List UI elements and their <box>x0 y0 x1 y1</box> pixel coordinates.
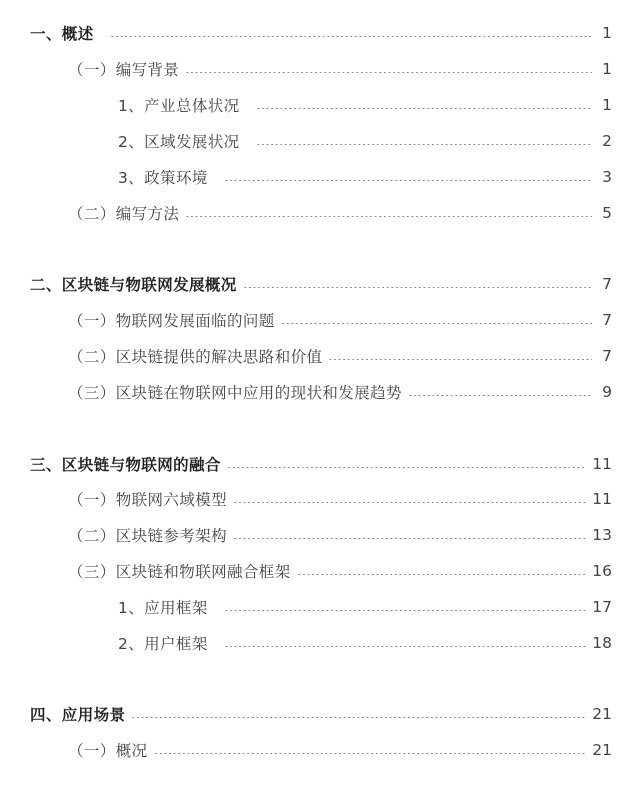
toc-entry[interactable] <box>0 522 640 548</box>
dot-leader <box>328 359 592 360</box>
toc-entry[interactable] <box>0 56 640 82</box>
dot-leader <box>256 108 592 109</box>
toc-entry-page: 1 <box>602 60 612 78</box>
dot-leader <box>227 467 586 468</box>
toc-entry-title: 四、应用场景 <box>30 706 126 724</box>
toc-entry-page: 17 <box>592 598 612 616</box>
dot-leader <box>256 144 592 145</box>
dot-leader <box>154 753 587 754</box>
toc-entry-title: 1、产业总体状况 <box>118 97 240 115</box>
toc-entry[interactable] <box>0 701 640 727</box>
toc-entry-title: 1、应用框架 <box>118 599 208 617</box>
dot-leader <box>233 538 586 539</box>
dot-leader <box>233 502 586 503</box>
toc-entry-page: 11 <box>592 490 612 508</box>
toc-entry[interactable] <box>0 630 640 656</box>
dot-leader <box>243 287 592 288</box>
dot-leader <box>224 180 592 181</box>
toc-entry[interactable] <box>0 558 640 584</box>
toc-entry[interactable] <box>0 343 640 369</box>
toc-entry-title: （一）编写背景 <box>68 61 180 79</box>
toc-entry-title: 2、区域发展状况 <box>118 133 240 151</box>
toc-entry-page: 7 <box>602 275 612 293</box>
toc-entry-title: （二）区块链提供的解决思路和价值 <box>68 348 323 366</box>
toc-entry[interactable] <box>0 307 640 333</box>
dot-leader <box>224 610 587 611</box>
toc-entry-page: 7 <box>602 347 612 365</box>
dot-leader <box>131 717 586 718</box>
toc-entry[interactable] <box>0 486 640 512</box>
toc-entry-title: 三、区块链与物联网的融合 <box>30 456 221 474</box>
toc-entry[interactable] <box>0 20 640 46</box>
toc-entry[interactable] <box>0 379 640 405</box>
dot-leader <box>281 323 592 324</box>
toc-entry-title: 一、概述 <box>30 25 94 43</box>
toc-entry[interactable] <box>0 594 640 620</box>
toc-entry[interactable] <box>0 92 640 118</box>
toc-entry[interactable] <box>0 200 640 226</box>
toc-entry-page: 1 <box>602 24 612 42</box>
toc-entry-page: 16 <box>592 562 612 580</box>
toc-entry-title: （三）区块链在物联网中应用的现状和发展趋势 <box>68 384 402 402</box>
toc-entry[interactable] <box>0 451 640 477</box>
dot-leader <box>408 395 592 396</box>
toc-entry-page: 21 <box>592 705 612 723</box>
toc-entry-title: 2、用户框架 <box>118 635 208 653</box>
toc-entry-title: （三）区块链和物联网融合框架 <box>68 563 291 581</box>
dot-leader <box>297 574 587 575</box>
toc-entry-title: （一）物联网发展面临的问题 <box>68 312 275 330</box>
toc-entry-page: 2 <box>602 132 612 150</box>
toc-entry-page: 18 <box>592 634 612 652</box>
toc-entry-title: （二）编写方法 <box>68 205 180 223</box>
toc-entry-page: 13 <box>592 526 612 544</box>
toc-entry-title: 二、区块链与物联网发展概况 <box>30 276 237 294</box>
toc-entry-page: 3 <box>602 168 612 186</box>
toc-entry-title: （一）物联网六域模型 <box>68 491 228 509</box>
dot-leader <box>185 72 592 73</box>
toc-entry-page: 9 <box>602 383 612 401</box>
toc-entry-page: 5 <box>602 204 612 222</box>
toc-entry-page: 1 <box>602 96 612 114</box>
toc-entry[interactable] <box>0 164 640 190</box>
dot-leader <box>185 216 592 217</box>
toc-entry-page: 11 <box>592 455 612 473</box>
toc-entry-title: （二）区块链参考架构 <box>68 527 228 545</box>
toc-entry[interactable] <box>0 737 640 763</box>
toc-entry-title: 3、政策环境 <box>118 169 208 187</box>
toc-entry-page: 21 <box>592 741 612 759</box>
toc-entry[interactable] <box>0 128 640 154</box>
toc-entry-title: （一）概况 <box>68 742 148 760</box>
dot-leader <box>110 36 592 37</box>
toc-entry[interactable] <box>0 271 640 297</box>
toc-entry-page: 7 <box>602 311 612 329</box>
dot-leader <box>224 646 587 647</box>
